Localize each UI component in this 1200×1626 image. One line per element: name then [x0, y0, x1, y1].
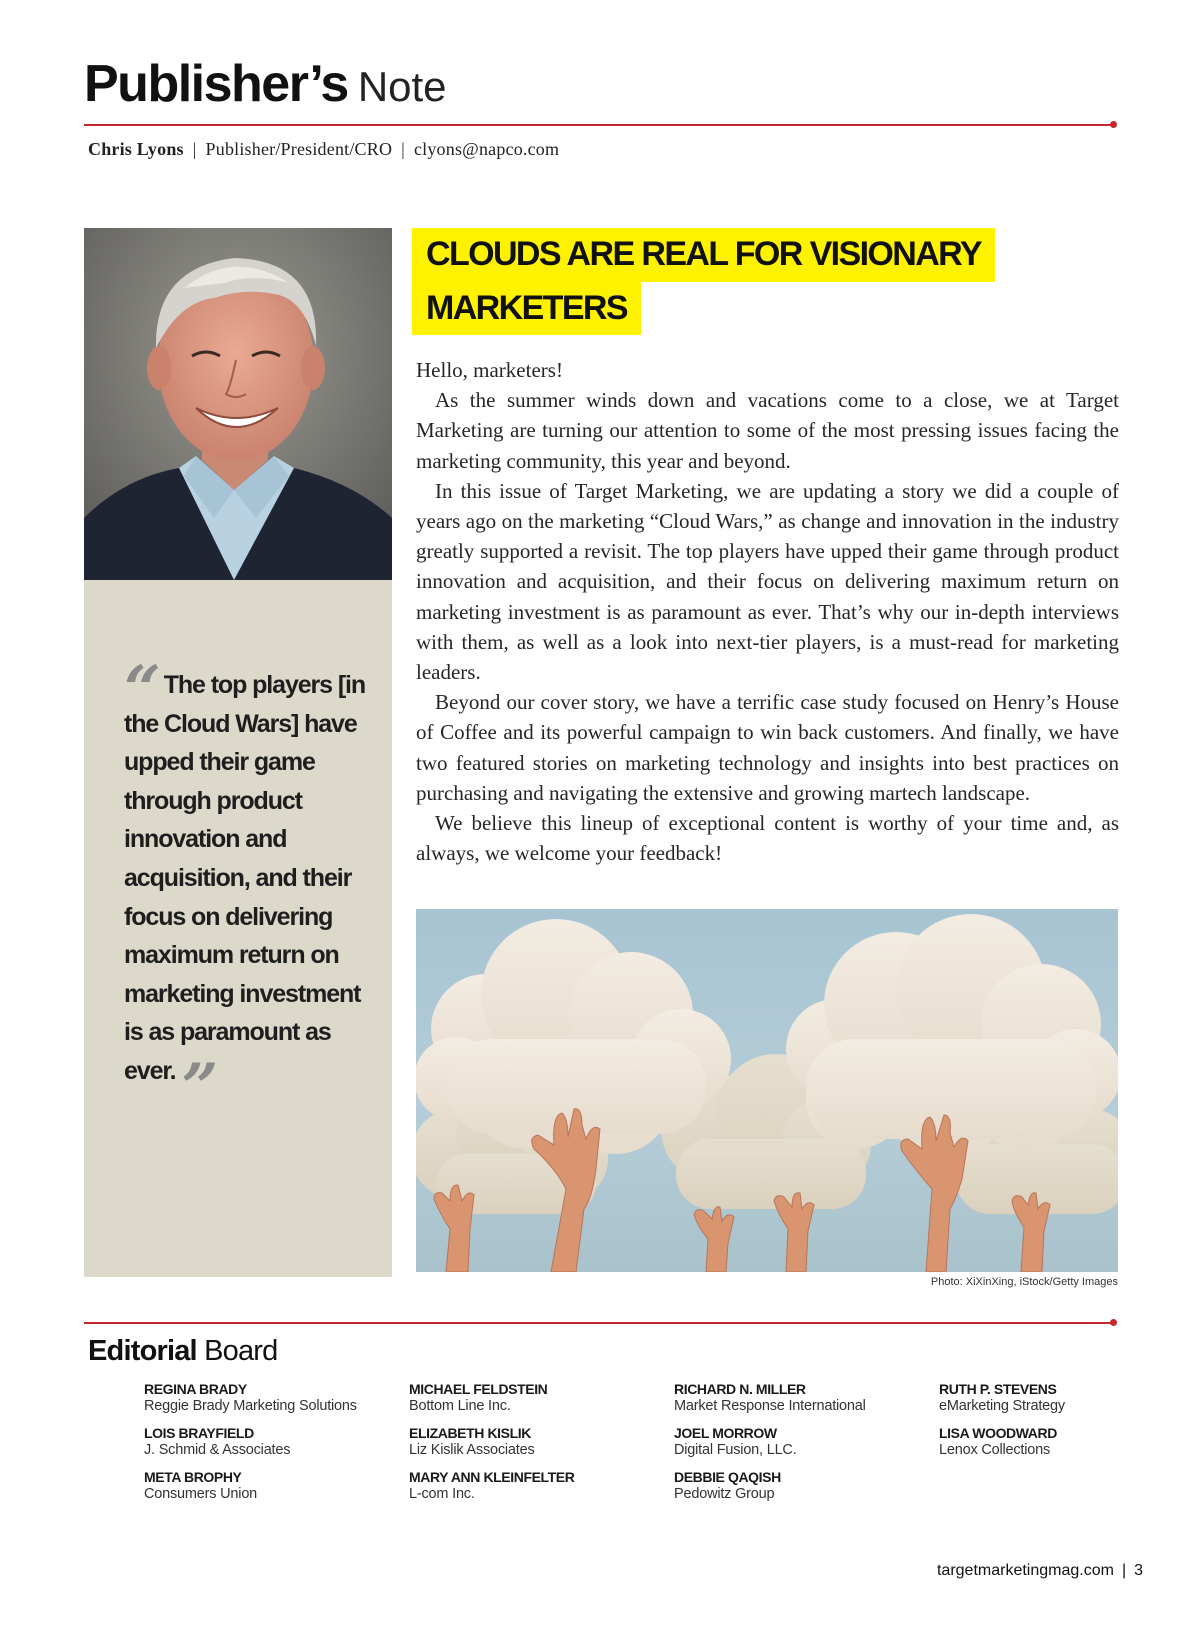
- board-member-name: LISA WOODWARD: [939, 1425, 1057, 1441]
- board-member: [144, 1381, 394, 1425]
- board-member-org: Bottom Line Inc.: [409, 1398, 511, 1414]
- clouds-photo: [416, 909, 1118, 1272]
- author-title: Publisher/President/CRO: [205, 139, 393, 159]
- body-paragraph: We believe this lineup of exceptional content is worthy of your time and, as always, we welcome your feedback!: [416, 811, 1119, 866]
- board-member: [409, 1425, 659, 1469]
- page-title: [84, 55, 447, 113]
- board-member: [409, 1381, 659, 1425]
- photo-credit: Photo: XiXinXing, iStock/Getty Images: [930, 1276, 1118, 1288]
- footer-site: targetmarketingmag.com: [936, 1562, 1114, 1579]
- board-member-org: Lenox Collections: [939, 1442, 1051, 1458]
- board-member: [674, 1425, 924, 1469]
- board-member-org: Pedowitz Group: [674, 1486, 775, 1502]
- body-paragraph: Beyond our cover story, we have a terrific case study focused on Henry’s House of Coffee and its powerful campaign to win back customers. And finally, we have two featured stories on marketing technology and insights into best practices on purchasing and navigating the extensive and growing martech landscape.: [416, 690, 1119, 805]
- board-member-org: Digital Fusion, LLC.: [674, 1442, 797, 1458]
- pull-quote: [124, 652, 376, 1125]
- board-member: [939, 1381, 1189, 1425]
- page-title-light: Note: [357, 63, 447, 110]
- board-member-name: META BROPHY: [144, 1469, 242, 1485]
- editorial-board-column: [409, 1381, 659, 1513]
- board-member-name: MARY ANN KLEINFELTER: [409, 1469, 575, 1485]
- close-quote-icon: ”: [181, 1049, 218, 1125]
- board-member-name: REGINA BRADY: [144, 1381, 247, 1397]
- board-member-org: eMarketing Strategy: [939, 1398, 1065, 1414]
- byline-separator: |: [401, 139, 405, 159]
- board-member: [144, 1469, 394, 1513]
- board-member-name: DEBBIE QAQISH: [674, 1469, 781, 1485]
- editorial-board-title-bold: Editorial: [88, 1335, 197, 1367]
- board-member-org: Consumers Union: [144, 1486, 258, 1502]
- board-member: [674, 1381, 924, 1425]
- body-paragraph: In this issue of Target Marketing, we are updating a story we did a couple of years ago on the marketing “Cloud Wars,” as change and innovation in the industry greatly supported a revisit. The top players have upped their game through product innovation and acquisition, and their focus on delivering maximum return on marketing investment is as paramount as ever. That’s why our in-depth interviews with them, as well as a look into next-tier players, is a must-read for marketing leaders.: [416, 478, 1119, 685]
- header-divider: [84, 124, 1114, 126]
- editorial-board-column: [939, 1381, 1189, 1469]
- editorial-divider: [84, 1322, 1114, 1324]
- page-number: 3: [1134, 1562, 1143, 1579]
- clouds-illustration: [416, 909, 1118, 1272]
- board-member: [939, 1425, 1189, 1469]
- editorial-board-title-light: Board: [204, 1335, 278, 1367]
- board-member-name: RUTH P. STEVENS: [939, 1381, 1057, 1397]
- board-member-org: L-com Inc.: [409, 1486, 475, 1502]
- editorial-divider-dot: [1110, 1319, 1117, 1326]
- board-member-org: Reggie Brady Marketing Solutions: [144, 1398, 357, 1414]
- board-member: [144, 1425, 394, 1469]
- board-member-name: LOIS BRAYFIELD: [144, 1425, 254, 1441]
- board-member-org: J. Schmid & Associates: [144, 1442, 291, 1458]
- article-body: [416, 355, 1119, 868]
- author-name: Chris Lyons: [88, 139, 184, 159]
- board-member-name: RICHARD N. MILLER: [674, 1381, 806, 1397]
- byline-separator: |: [192, 139, 197, 159]
- editorial-board-column: [674, 1381, 924, 1513]
- portrait-illustration: [84, 228, 392, 580]
- byline: [88, 139, 559, 160]
- editorial-board-column: [144, 1381, 394, 1513]
- author-email: clyons@napco.com: [413, 139, 560, 159]
- footer-separator: |: [1121, 1562, 1127, 1579]
- open-quote-icon: “: [124, 652, 160, 727]
- board-member-org: Liz Kislik Associates: [409, 1442, 535, 1458]
- board-member-name: JOEL MORROW: [674, 1425, 777, 1441]
- board-member-name: ELIZABETH KISLIK: [409, 1425, 531, 1441]
- board-member-name: MICHAEL FELDSTEIN: [409, 1381, 548, 1397]
- editorial-board-title: [88, 1335, 277, 1368]
- page-footer: [937, 1562, 1143, 1580]
- body-paragraph: As the summer winds down and vacations come to a close, we at Target Marketing are turning our attention to some of the most pressing issues facing the marketing community, this year and beyond.: [416, 388, 1119, 473]
- headline-line-2: MARKETERS: [412, 282, 641, 335]
- page-title-bold: Publisher’s: [84, 55, 348, 113]
- board-member-org: Market Response International: [674, 1398, 866, 1414]
- article-headline: [412, 228, 995, 335]
- body-paragraph: Hello, marketers!: [416, 358, 563, 382]
- board-member: [674, 1469, 924, 1513]
- board-member: [409, 1469, 659, 1513]
- author-portrait: [84, 228, 392, 580]
- header-divider-dot: [1110, 121, 1117, 128]
- headline-line-1: CLOUDS ARE REAL FOR VISIONARY: [412, 228, 995, 282]
- pull-quote-text: The top players [in the Cloud Wars] have upped their game through product innovation and acquisition, and their focus on delivering maximum return on marketing investment is as paramount as ever.: [124, 671, 366, 1085]
